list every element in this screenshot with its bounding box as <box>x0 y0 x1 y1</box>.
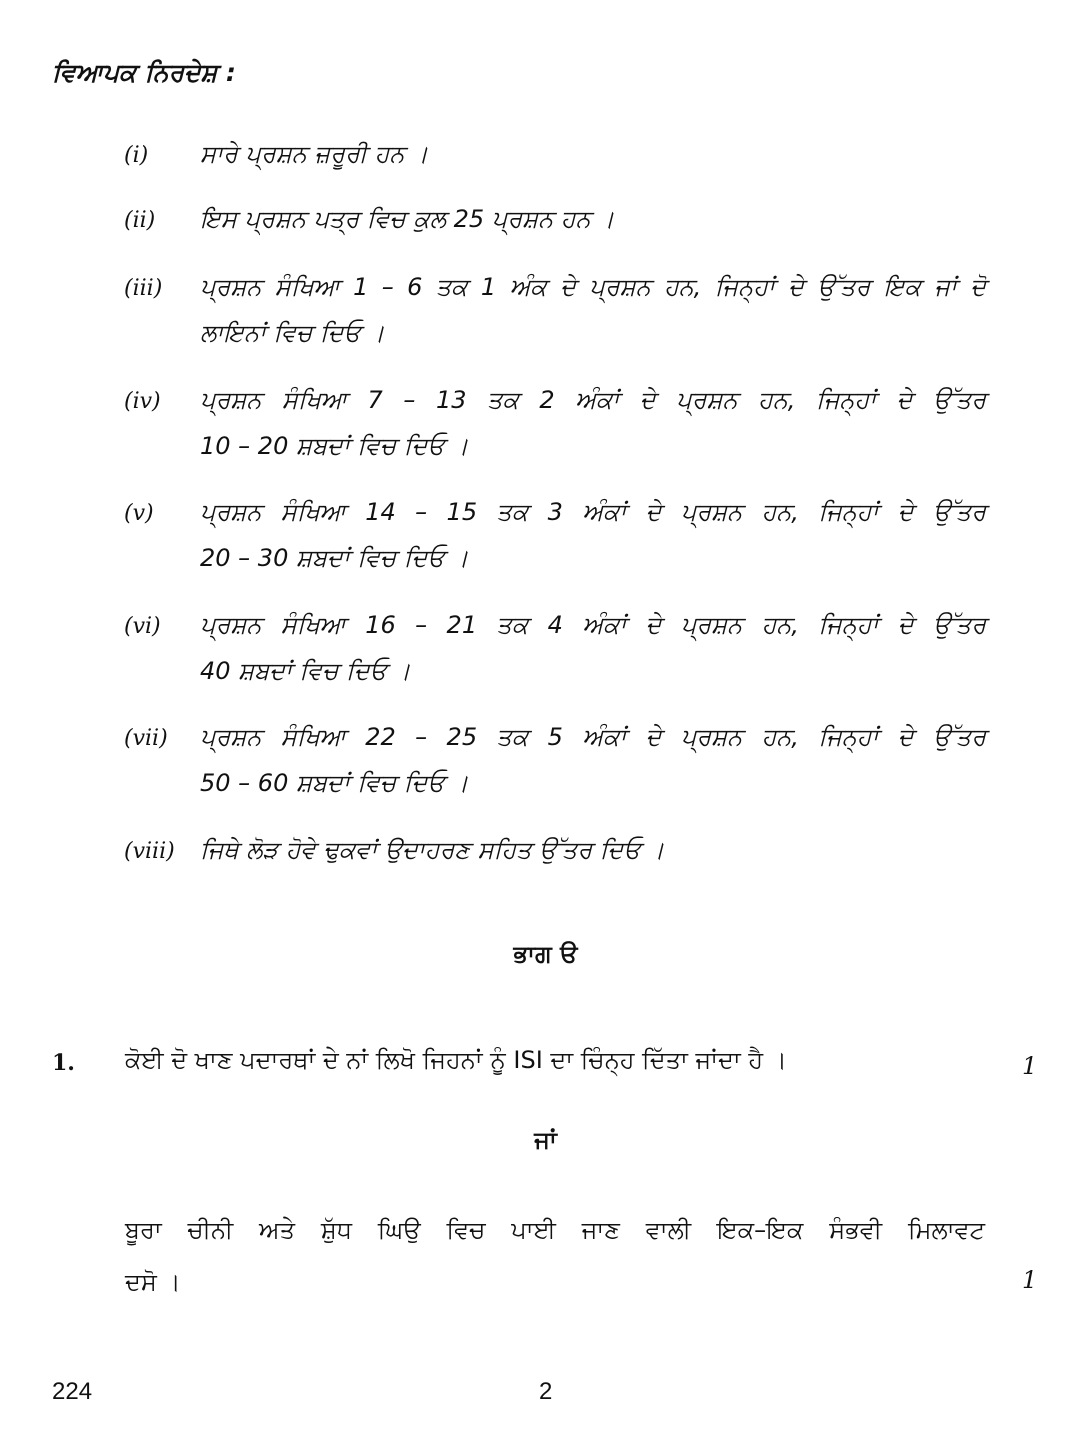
question-text: ਕੋਈ ਦੋ ਖਾਣ ਪਦਾਰਥਾਂ ਦੇ ਨਾਂ ਲਿਖੋ ਜਿਹਨਾਂ ਨੂੰ ISI ਦਾ ਚਿੰਨ੍ਹ ਦਿੱਤਾ ਜਾਂਦਾ ਹੈ । <box>125 1046 787 1074</box>
alternative-line: ਬੂਰਾ ਚੀਨੀ ਅਤੇ ਸ਼ੁੱਧ ਘਿਉ ਵਿਚ ਪਾਈ ਜਾਣ ਵਾਲੀ ਇਕ–ਇਕ ਸੰਭਵੀ ਮਿਲਾਵਟ <box>125 1216 985 1244</box>
question-number: 1. <box>52 1050 75 1076</box>
paper-code: 224 <box>52 1378 93 1405</box>
instruction-number: (iv) <box>124 389 161 414</box>
instruction-number: (ii) <box>124 208 156 233</box>
instruction-line: ਪ੍ਰਸ਼ਨ ਸੰਖਿਆ 22 – 25 ਤਕ 5 ਅੰਕਾਂ ਦੇ ਪ੍ਰਸ਼ਨ ਹਨ, ਜਿਨ੍ਹਾਂ ਦੇ ਉੱਤਰ <box>200 723 986 751</box>
instruction-number: (vi) <box>124 614 161 639</box>
instructions-heading: ਵਿਆਪਕ ਨਿਰਦੇਸ਼ : <box>52 58 236 87</box>
instruction-number: (vii) <box>124 726 168 751</box>
instruction-line: 40 ਸ਼ਬਦਾਂ ਵਿਚ ਦਿਓ । <box>200 657 411 685</box>
instruction-text <box>200 827 986 873</box>
instruction-line: ਪ੍ਰਸ਼ਨ ਸੰਖਿਆ 16 – 21 ਤਕ 4 ਅੰਕਾਂ ਦੇ ਪ੍ਰਸ਼ਨ ਹਨ, ਜਿਨ੍ਹਾਂ ਦੇ ਉੱਤਰ <box>200 611 986 639</box>
instruction-text <box>200 131 986 177</box>
instruction-text <box>200 602 986 694</box>
instruction-text <box>200 377 986 469</box>
instruction-line: ਲਾਇਨਾਂ ਵਿਚ ਦਿਓ । <box>200 319 385 347</box>
question-marks: 1 <box>1022 1052 1038 1080</box>
alternative-marks: 1 <box>1022 1266 1038 1294</box>
instruction-line: 20 – 30 ਸ਼ਬਦਾਂ ਵਿਚ ਦਿਓ । <box>200 544 469 572</box>
instruction-line: ਪ੍ਰਸ਼ਨ ਸੰਖਿਆ 7 – 13 ਤਕ 2 ਅੰਕਾਂ ਦੇ ਪ੍ਰਸ਼ਨ ਹਨ, ਜਿਨ੍ਹਾਂ ਦੇ ਉੱਤਰ <box>200 386 986 414</box>
or-separator: ਜਾਂ <box>534 1126 557 1154</box>
page-number: 2 <box>539 1378 553 1405</box>
instruction-line: ਜਿਥੇ ਲੋੜ ਹੋਵੇ ਢੁਕਵਾਂ ਉਦਾਹਰਣ ਸਹਿਤ ਉੱਤਰ ਦਿਓ । <box>200 836 665 864</box>
instruction-line: 50 – 60 ਸ਼ਬਦਾਂ ਵਿਚ ਦਿਓ । <box>200 769 469 797</box>
alternative-line: ਦਸੋ । <box>125 1268 181 1296</box>
instruction-line: ਪ੍ਰਸ਼ਨ ਸੰਖਿਆ 1 – 6 ਤਕ 1 ਅੰਕ ਦੇ ਪ੍ਰਸ਼ਨ ਹਨ, ਜਿਨ੍ਹਾਂ ਦੇ ਉੱਤਰ ਇਕ ਜਾਂ ਦੋ <box>200 273 986 301</box>
instruction-text <box>200 264 986 356</box>
instruction-number: (i) <box>124 143 149 168</box>
instruction-line: ਪ੍ਰਸ਼ਨ ਸੰਖਿਆ 14 – 15 ਤਕ 3 ਅੰਕਾਂ ਦੇ ਪ੍ਰਸ਼ਨ ਹਨ, ਜਿਨ੍ਹਾਂ ਦੇ ਉੱਤਰ <box>200 498 986 526</box>
section-title: ਭਾਗ ੳ <box>513 940 578 968</box>
instruction-text <box>200 196 986 242</box>
instruction-line: 10 – 20 ਸ਼ਬਦਾਂ ਵਿਚ ਦਿਓ । <box>200 432 469 460</box>
alternative-question-text <box>125 1204 985 1308</box>
instruction-text <box>200 489 986 581</box>
instruction-line: ਸਾਰੇ ਪ੍ਰਸ਼ਨ ਜ਼ਰੂਰੀ ਹਨ । <box>200 140 429 168</box>
instruction-text <box>200 714 986 806</box>
instruction-number: (iii) <box>124 276 163 301</box>
instruction-number: (v) <box>124 501 154 526</box>
instruction-number: (viii) <box>124 839 175 864</box>
instruction-line: ਇਸ ਪ੍ਰਸ਼ਨ ਪਤ੍ਰ ਵਿਚ ਕੁਲ 25 ਪ੍ਰਸ਼ਨ ਹਨ । <box>200 205 615 233</box>
